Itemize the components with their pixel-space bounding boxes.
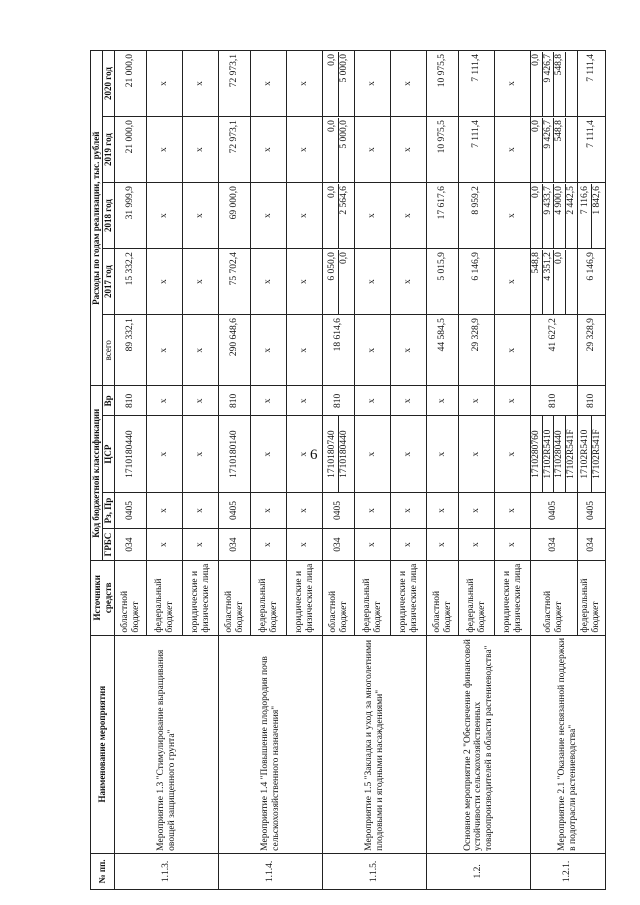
csr-cell-line: х <box>471 451 482 457</box>
vr-cell: 810 <box>323 386 355 416</box>
year-cell-2019-line: 7 111,4 <box>471 120 482 148</box>
measure-name: Мероприятие 1.3 "Стимулирование выращивания овощей защищенного грунта" <box>115 635 219 853</box>
year-cell-2020 <box>531 51 578 117</box>
year-cell-2018 <box>495 183 531 249</box>
year-cell-2018-line: х <box>159 213 170 218</box>
year-cell-2017 <box>287 249 323 315</box>
rzpr-cell: 0405 <box>531 492 578 528</box>
rzpr-cell: х <box>427 492 459 528</box>
source-cell: областной бюджет <box>531 561 578 636</box>
header-2019: 2019 год <box>103 117 115 183</box>
year-cell-2019 <box>251 117 287 183</box>
year-cell-2020-line: 9 426,7 <box>542 52 554 116</box>
csr-cell <box>391 416 427 493</box>
year-cell-2018 <box>219 183 251 249</box>
rzpr-cell: 0405 <box>577 492 605 528</box>
year-cell-2019-line: 9 426,7 <box>542 118 554 182</box>
year-cell-2018 <box>427 183 459 249</box>
grbs-cell: х <box>355 529 391 561</box>
year-cell-2017-line: 6 146,9 <box>585 252 596 281</box>
year-cell-2017-line: х <box>263 279 274 284</box>
source-cell: областной бюджет <box>427 561 459 636</box>
year-cell-2020-line: х <box>507 81 518 86</box>
rzpr-cell: х <box>183 492 219 528</box>
year-cell-2019-line: 21 000,0 <box>125 120 136 154</box>
year-cell-2018 <box>115 183 147 249</box>
year-cell-2017 <box>459 249 495 315</box>
year-cell-2019 <box>183 117 219 183</box>
measure-name: Основное мероприятие 2 "Обеспечение финансовой устойчивости сельскохозяйственных товаропроизводителей в области растениеводства" <box>427 635 531 853</box>
year-cell-2017-line: 0,0 <box>338 250 350 314</box>
year-cell-2019-line: 548,8 <box>553 118 565 182</box>
year-cell-2020-line: 7 111,4 <box>585 54 596 82</box>
vr-cell: х <box>147 386 183 416</box>
grbs-cell: х <box>495 529 531 561</box>
year-cell-2019-line: 72 973,1 <box>229 120 240 154</box>
grbs-cell: 034 <box>323 529 355 561</box>
year-cell-2018 <box>287 183 323 249</box>
csr-cell-line: 17102R541F <box>565 416 577 492</box>
year-cell-2017-line: х <box>299 279 310 284</box>
year-cell-2020 <box>495 51 531 117</box>
year-cell-2018-line: х <box>195 213 206 218</box>
year-cell-2017 <box>115 249 147 315</box>
total-cell: х <box>183 315 219 386</box>
csr-cell-line: 1710180440 <box>338 416 350 492</box>
rzpr-cell: х <box>147 492 183 528</box>
grbs-cell: 034 <box>219 529 251 561</box>
csr-cell <box>355 416 391 493</box>
header-2017: 2017 год <box>103 249 115 315</box>
year-cell-2018-line: 69 000,0 <box>229 186 240 220</box>
year-cell-2017-line: х <box>195 279 206 284</box>
year-cell-2018-line: 1 842,6 <box>591 184 603 248</box>
year-cell-2019 <box>427 117 459 183</box>
year-cell-2020-line: х <box>195 81 206 86</box>
year-cell-2020 <box>251 51 287 117</box>
csr-cell <box>115 416 147 493</box>
measure-name: Мероприятие 1.5 "Закладка и уход за многолетними плодовыми и ягодными насаждениями" <box>323 635 427 853</box>
table-row <box>531 51 578 890</box>
year-cell-2020-line: 10 975,5 <box>437 54 448 88</box>
year-cell-2019-line: х <box>367 147 378 152</box>
vr-cell: 810 <box>219 386 251 416</box>
year-cell-2017-line: 4 351,2 <box>542 250 554 314</box>
source-cell: юридические и физические лица <box>287 561 323 636</box>
csr-cell <box>577 416 605 493</box>
year-cell-2018 <box>355 183 391 249</box>
year-cell-2017 <box>427 249 459 315</box>
year-cell-2018-line: х <box>507 213 518 218</box>
year-cell-2017-line: 6 050,0 <box>327 252 338 281</box>
rzpr-cell: 0405 <box>115 492 147 528</box>
total-cell: 290 648,6 <box>219 315 251 386</box>
source-cell: областной бюджет <box>219 561 251 636</box>
csr-cell-line: 17102R5410 <box>579 429 590 479</box>
row-number: 1.2. <box>427 853 531 889</box>
header-vr: Вр <box>103 386 115 416</box>
source-cell: областной бюджет <box>115 561 147 636</box>
year-cell-2018 <box>183 183 219 249</box>
year-cell-2017 <box>219 249 251 315</box>
year-cell-2018 <box>531 183 578 249</box>
year-cell-2017-line: 5 015,9 <box>437 252 448 281</box>
year-cell-2017 <box>183 249 219 315</box>
year-cell-2020 <box>147 51 183 117</box>
header-rzpr: Рз, Пр <box>103 492 115 528</box>
grbs-cell: х <box>183 529 219 561</box>
table-row <box>115 51 147 890</box>
grbs-cell: х <box>287 529 323 561</box>
year-cell-2020-line: 0,0 <box>531 54 541 66</box>
year-cell-2019-line <box>565 118 577 182</box>
header-2018: 2018 год <box>103 183 115 249</box>
csr-cell-line: х <box>403 451 414 457</box>
year-cell-2019-line: х <box>403 147 414 152</box>
total-cell: х <box>355 315 391 386</box>
year-cell-2019 <box>355 117 391 183</box>
year-cell-2020 <box>219 51 251 117</box>
year-cell-2020 <box>323 51 355 117</box>
year-cell-2020-line: 72 973,1 <box>229 54 240 88</box>
expenses-table <box>90 50 606 890</box>
year-cell-2018 <box>577 183 605 249</box>
year-cell-2017-line <box>565 250 577 314</box>
year-cell-2018-line: 9 433,7 <box>542 184 554 248</box>
year-cell-2017 <box>323 249 355 315</box>
year-cell-2018-line: 17 617,6 <box>437 186 448 220</box>
csr-cell <box>183 416 219 493</box>
year-cell-2019-line: 7 111,4 <box>585 120 596 148</box>
year-cell-2019 <box>147 117 183 183</box>
csr-cell-line: х <box>299 451 310 457</box>
source-cell: федеральный бюджет <box>251 561 287 636</box>
year-cell-2019 <box>115 117 147 183</box>
header-grbs: ГРБС <box>103 529 115 561</box>
vr-cell: х <box>251 386 287 416</box>
grbs-cell: 034 <box>115 529 147 561</box>
year-cell-2020 <box>427 51 459 117</box>
year-cell-2018 <box>147 183 183 249</box>
year-cell-2019 <box>495 117 531 183</box>
csr-cell <box>287 416 323 493</box>
source-cell: федеральный бюджет <box>355 561 391 636</box>
year-cell-2020 <box>577 51 605 117</box>
csr-cell-line: х <box>195 451 206 457</box>
year-cell-2019 <box>531 117 578 183</box>
year-cell-2017 <box>147 249 183 315</box>
total-cell: х <box>495 315 531 386</box>
year-cell-2018-line: х <box>367 213 378 218</box>
year-cell-2020 <box>287 51 323 117</box>
csr-cell-line: 1710280440 <box>553 416 565 492</box>
row-number: 1.1.5. <box>323 853 427 889</box>
csr-cell <box>219 416 251 493</box>
year-cell-2020-line: х <box>263 81 274 86</box>
year-cell-2020-line: х <box>367 81 378 86</box>
year-cell-2019 <box>287 117 323 183</box>
csr-cell-line: х <box>263 451 274 457</box>
vr-cell: х <box>287 386 323 416</box>
row-number: 1.1.3. <box>115 853 219 889</box>
year-cell-2020-line: х <box>299 81 310 86</box>
header-expenses-group: Расходы по годам реализации, тыс. рублей <box>91 51 103 386</box>
vr-cell: х <box>495 386 531 416</box>
year-cell-2017 <box>251 249 287 315</box>
csr-cell-line: х <box>507 451 518 457</box>
year-cell-2017 <box>391 249 427 315</box>
source-cell: юридические и физические лица <box>495 561 531 636</box>
source-cell: федеральный бюджет <box>147 561 183 636</box>
row-number: 1.1.4. <box>219 853 323 889</box>
csr-cell-line: х <box>437 451 448 457</box>
rzpr-cell: х <box>355 492 391 528</box>
total-cell: 29 328,9 <box>577 315 605 386</box>
year-cell-2020 <box>355 51 391 117</box>
year-cell-2019-line: х <box>263 147 274 152</box>
vr-cell: х <box>183 386 219 416</box>
source-cell: федеральный бюджет <box>459 561 495 636</box>
csr-cell <box>323 416 355 493</box>
year-cell-2018 <box>251 183 287 249</box>
year-cell-2020 <box>459 51 495 117</box>
year-cell-2017-line: 6 146,9 <box>471 252 482 281</box>
csr-cell <box>531 416 578 493</box>
csr-cell <box>427 416 459 493</box>
measure-name: Мероприятие 2.1 "Оказание несвязанной поддержки в подотрасли растениеводства" <box>531 635 606 853</box>
header-2020: 2020 год <box>103 51 115 117</box>
rotated-table-wrapper <box>90 50 602 890</box>
year-cell-2019-line: 0,0 <box>327 120 338 132</box>
year-cell-2018-line: х <box>299 213 310 218</box>
vr-cell: х <box>391 386 427 416</box>
vr-cell: х <box>427 386 459 416</box>
total-cell: 18 614,6 <box>323 315 355 386</box>
year-cell-2018 <box>323 183 355 249</box>
rzpr-cell: 0405 <box>219 492 251 528</box>
grbs-cell: х <box>427 529 459 561</box>
year-cell-2017-line: 0,0 <box>553 250 565 314</box>
header-csr: ЦСР <box>103 416 115 493</box>
year-cell-2018-line: х <box>403 213 414 218</box>
grbs-cell: х <box>459 529 495 561</box>
year-cell-2018 <box>459 183 495 249</box>
rzpr-cell: х <box>459 492 495 528</box>
csr-cell <box>251 416 287 493</box>
year-cell-2018-line: 31 999,9 <box>125 186 136 220</box>
grbs-cell: х <box>147 529 183 561</box>
total-cell: 41 627,2 <box>531 315 578 386</box>
csr-cell <box>459 416 495 493</box>
grbs-cell: 034 <box>577 529 605 561</box>
csr-cell <box>147 416 183 493</box>
source-cell: областной бюджет <box>323 561 355 636</box>
vr-cell: х <box>355 386 391 416</box>
csr-cell <box>495 416 531 493</box>
header-total: всего <box>103 315 115 386</box>
year-cell-2020 <box>183 51 219 117</box>
total-cell: х <box>251 315 287 386</box>
year-cell-2017-line: 75 702,4 <box>229 252 240 286</box>
total-cell: 44 584,5 <box>427 315 459 386</box>
total-cell: 29 328,9 <box>459 315 495 386</box>
year-cell-2018-line: 2 564,6 <box>338 184 350 248</box>
year-cell-2020-line <box>565 52 577 116</box>
year-cell-2018-line: 7 116,6 <box>579 186 590 215</box>
grbs-cell: х <box>391 529 427 561</box>
year-cell-2020 <box>391 51 427 117</box>
year-cell-2020-line: 7 111,4 <box>471 54 482 82</box>
year-cell-2017-line: х <box>159 279 170 284</box>
csr-cell-line: 1710280760 <box>531 430 541 478</box>
year-cell-2017-line: 15 332,2 <box>125 252 136 286</box>
csr-cell-line: х <box>159 451 170 457</box>
vr-cell: 810 <box>115 386 147 416</box>
total-cell: х <box>391 315 427 386</box>
csr-cell-line: 17102R541F <box>591 416 603 492</box>
rzpr-cell: 0405 <box>323 492 355 528</box>
source-cell: юридические и физические лица <box>183 561 219 636</box>
rzpr-cell: х <box>287 492 323 528</box>
vr-cell: 810 <box>531 386 578 416</box>
year-cell-2019 <box>459 117 495 183</box>
year-cell-2018-line: 0,0 <box>327 186 338 198</box>
year-cell-2020-line: х <box>403 81 414 86</box>
total-cell: 89 332,1 <box>115 315 147 386</box>
year-cell-2017 <box>355 249 391 315</box>
rzpr-cell: х <box>391 492 427 528</box>
total-cell: х <box>287 315 323 386</box>
header-num: № пп. <box>91 853 115 889</box>
total-cell: х <box>147 315 183 386</box>
year-cell-2017-line: 548,8 <box>531 252 541 274</box>
year-cell-2019 <box>323 117 355 183</box>
csr-cell-line: х <box>367 451 378 457</box>
table-row <box>427 51 459 890</box>
grbs-cell: 034 <box>531 529 578 561</box>
year-cell-2017 <box>577 249 605 315</box>
rzpr-cell: х <box>251 492 287 528</box>
page-number: 6 <box>310 447 318 463</box>
year-cell-2017 <box>531 249 578 315</box>
csr-cell-line: 1710180740 <box>327 430 338 478</box>
source-cell: юридические и физические лица <box>391 561 427 636</box>
grbs-cell: х <box>251 529 287 561</box>
year-cell-2020-line: 0,0 <box>327 54 338 66</box>
year-cell-2020-line: 548,8 <box>553 52 565 116</box>
rzpr-cell: х <box>495 492 531 528</box>
year-cell-2020 <box>115 51 147 117</box>
csr-cell-line: 17102R5410 <box>542 416 554 492</box>
header-name: Наименование мероприятия <box>91 635 115 853</box>
year-cell-2020-line: х <box>159 81 170 86</box>
year-cell-2017-line: х <box>367 279 378 284</box>
year-cell-2019 <box>391 117 427 183</box>
header-source: Источники средств <box>91 561 115 636</box>
year-cell-2019 <box>219 117 251 183</box>
csr-cell-line: 1710180440 <box>125 430 136 478</box>
year-cell-2018-line: 4 900,0 <box>553 184 565 248</box>
vr-cell: 810 <box>577 386 605 416</box>
year-cell-2017-line: х <box>403 279 414 284</box>
table-body <box>115 51 606 890</box>
year-cell-2019-line: х <box>507 147 518 152</box>
measure-name: Мероприятие 1.4 "Повышение плодородия почв сельскохозяйственного назначения" <box>219 635 323 853</box>
year-cell-2019-line: х <box>159 147 170 152</box>
year-cell-2019-line: 10 975,5 <box>437 120 448 154</box>
year-cell-2018-line: 8 959,2 <box>471 186 482 215</box>
source-cell: федеральный бюджет <box>577 561 605 636</box>
year-cell-2018-line: 2 442,5 <box>565 184 577 248</box>
year-cell-2019 <box>577 117 605 183</box>
csr-cell-line: 1710180140 <box>229 430 240 478</box>
year-cell-2020-line: 21 000,0 <box>125 54 136 88</box>
year-cell-2019-line: х <box>195 147 206 152</box>
year-cell-2019-line: 5 000,0 <box>338 118 350 182</box>
year-cell-2018 <box>391 183 427 249</box>
row-number: 1.2.1. <box>531 853 606 889</box>
year-cell-2017 <box>495 249 531 315</box>
header-code-group: Код бюджетной классификации <box>91 386 103 561</box>
year-cell-2018-line: 0,0 <box>531 186 541 198</box>
year-cell-2019-line: х <box>299 147 310 152</box>
table-row <box>219 51 251 890</box>
year-cell-2020-line: 5 000,0 <box>338 52 350 116</box>
year-cell-2018-line: х <box>263 213 274 218</box>
year-cell-2017-line: х <box>507 279 518 284</box>
vr-cell: х <box>459 386 495 416</box>
table-row <box>323 51 355 890</box>
year-cell-2019-line: 0,0 <box>531 120 541 132</box>
